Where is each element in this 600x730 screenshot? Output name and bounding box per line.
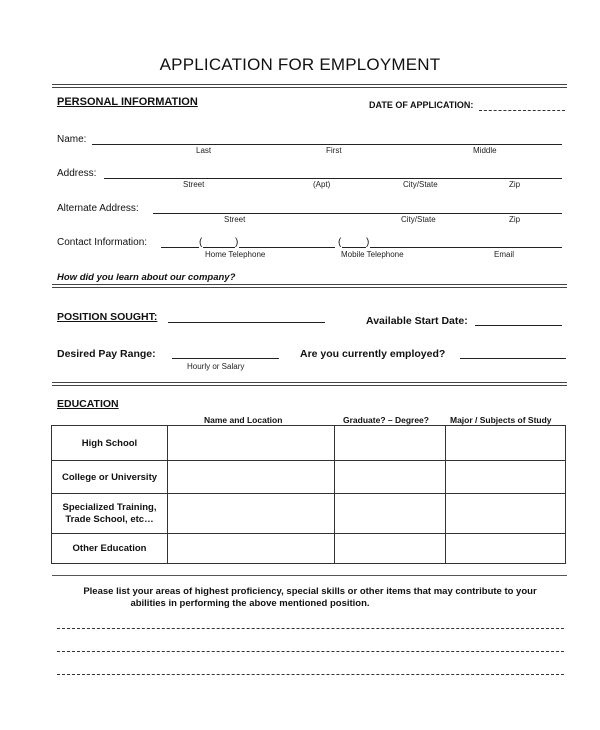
skills-answer-line-2[interactable] xyxy=(57,651,564,652)
contact-sub-mobile-telephone: Mobile Telephone xyxy=(341,250,404,259)
education-row-college xyxy=(52,461,566,494)
education-graduate-degree-cell[interactable] xyxy=(335,494,446,534)
contact-sub-email: Email xyxy=(494,250,515,259)
education-major-subjects-cell[interactable] xyxy=(446,461,566,494)
contact-information-label: Contact Information: xyxy=(57,237,148,248)
mobile-area-close-paren: ) xyxy=(366,237,370,248)
mobile-email-field[interactable] xyxy=(370,247,562,248)
address-sub-zip: Zip xyxy=(509,180,521,189)
mobile-area-code-field[interactable] xyxy=(342,247,366,248)
date-of-application-field[interactable] xyxy=(479,110,565,111)
alt-address-sub-street: Street xyxy=(224,215,246,224)
contact-sub-home-telephone: Home Telephone xyxy=(205,250,266,259)
address-field[interactable] xyxy=(104,178,562,179)
personal-divider xyxy=(52,284,567,288)
desired-pay-range-label: Desired Pay Range: xyxy=(57,348,156,360)
mobile-area-open-paren: ( xyxy=(338,237,342,248)
education-col-name-location: Name and Location xyxy=(204,415,283,425)
education-row-high-school xyxy=(52,426,566,461)
education-name-location-cell[interactable] xyxy=(168,534,335,564)
date-of-application-label: DATE OF APPLICATION: xyxy=(369,100,474,110)
education-name-location-cell[interactable] xyxy=(168,461,335,494)
education-heading: EDUCATION xyxy=(57,398,119,410)
position-divider xyxy=(52,382,567,386)
available-start-date-label: Available Start Date: xyxy=(366,315,468,327)
home-area-code-field[interactable] xyxy=(203,247,235,248)
address-sub-apt: (Apt) xyxy=(313,180,331,189)
home-area-prefix-line xyxy=(161,247,199,248)
name-sub-last: Last xyxy=(196,146,212,155)
education-row-label: High School xyxy=(52,426,168,461)
education-col-major-subjects: Major / Subjects of Study xyxy=(450,415,552,425)
alternate-address-field[interactable] xyxy=(153,213,562,214)
page-title: APPLICATION FOR EMPLOYMENT xyxy=(159,55,441,74)
education-major-subjects-cell[interactable] xyxy=(446,534,566,564)
name-sub-middle: Middle xyxy=(473,146,497,155)
address-sub-street: Street xyxy=(183,180,205,189)
education-row-label: Specialized Training, Trade School, etc… xyxy=(52,494,168,534)
alt-address-sub-zip: Zip xyxy=(509,215,521,224)
education-major-subjects-cell[interactable] xyxy=(446,494,566,534)
address-sub-city-state: City/State xyxy=(403,180,438,189)
available-start-date-field[interactable] xyxy=(475,325,562,326)
currently-employed-label: Are you currently employed? xyxy=(300,348,446,360)
learn-about-company-question: How did you learn about our company? xyxy=(57,272,236,283)
home-area-open-paren: ( xyxy=(199,237,203,248)
name-sub-first: First xyxy=(326,146,342,155)
education-name-location-cell[interactable] xyxy=(168,494,335,534)
desired-pay-range-field[interactable] xyxy=(172,358,279,359)
address-label: Address: xyxy=(57,168,97,179)
education-graduate-degree-cell[interactable] xyxy=(335,534,446,564)
alternate-address-label: Alternate Address: xyxy=(57,203,139,214)
skills-prompt-line-2: abilities in performing the above mentioned position. xyxy=(130,598,370,609)
education-graduate-degree-cell[interactable] xyxy=(335,426,446,461)
pay-sub-hourly-or-salary: Hourly or Salary xyxy=(187,362,245,371)
skills-prompt-line-1: Please list your areas of highest proficiency, special skills or other items that may contribute to your xyxy=(83,586,537,597)
home-telephone-field[interactable] xyxy=(239,247,335,248)
education-table xyxy=(51,425,566,564)
education-major-subjects-cell[interactable] xyxy=(446,426,566,461)
education-divider xyxy=(52,575,567,576)
position-sought-field[interactable] xyxy=(168,322,325,323)
currently-employed-field[interactable] xyxy=(460,358,566,359)
education-col-graduate-degree: Graduate? – Degree? xyxy=(343,415,429,425)
education-name-location-cell[interactable] xyxy=(168,426,335,461)
education-graduate-degree-cell[interactable] xyxy=(335,461,446,494)
education-row-label: Other Education xyxy=(52,534,168,564)
skills-answer-line-1[interactable] xyxy=(57,628,564,629)
skills-answer-line-3[interactable] xyxy=(57,674,564,675)
education-row-label: College or University xyxy=(52,461,168,494)
education-row-other xyxy=(52,534,566,564)
education-row-specialized-training xyxy=(52,494,566,534)
title-divider xyxy=(52,84,567,88)
name-label: Name: xyxy=(57,134,87,145)
home-area-close-paren: ) xyxy=(235,237,239,248)
name-field[interactable] xyxy=(92,144,562,145)
alt-address-sub-city-state: City/State xyxy=(401,215,436,224)
personal-information-heading: PERSONAL INFORMATION xyxy=(57,96,198,108)
position-sought-label: POSITION SOUGHT: xyxy=(57,311,158,323)
